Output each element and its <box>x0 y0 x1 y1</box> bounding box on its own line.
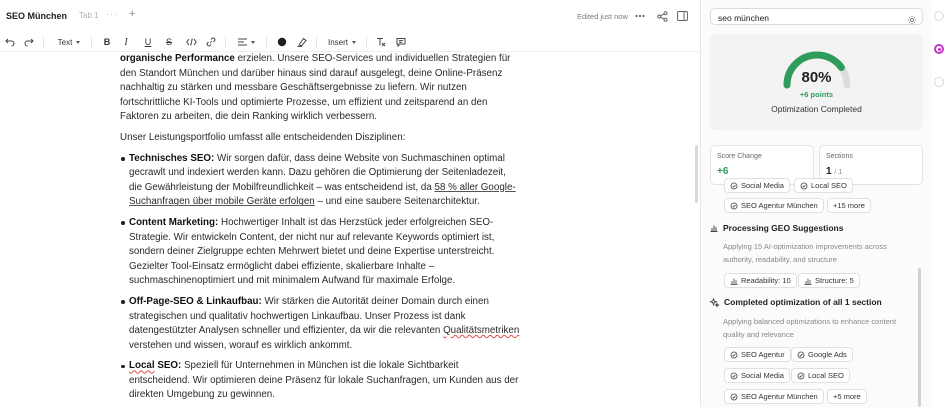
score-change-value: +6 <box>717 166 729 177</box>
processing-step-desc: Applying 15 AI-optimization improvements across authority, readability, and structure <box>723 242 887 264</box>
keyword-chip[interactable] <box>791 368 850 383</box>
score-status: Optimization Completed <box>771 104 862 114</box>
tab-more-icon[interactable]: ··· <box>106 9 118 19</box>
score-delta: +6 points <box>799 90 834 99</box>
chip-label: SEO Agentur München <box>741 201 818 210</box>
sections-value <box>826 166 842 177</box>
metric-chip[interactable] <box>798 273 860 288</box>
chip-label: Readability: 10 <box>741 276 791 285</box>
sections-count: 1 <box>826 166 832 177</box>
more-chip[interactable] <box>827 389 867 404</box>
spellcheck-word[interactable]: Local <box>129 360 155 372</box>
chip-label: +5 more <box>833 392 861 401</box>
chip-label: SEO Agentur <box>741 350 785 359</box>
insert-dropdown[interactable] <box>326 35 358 49</box>
more-chip[interactable] <box>827 198 871 213</box>
list-item-local-seo <box>120 359 520 403</box>
spellcheck-word[interactable]: Qualitätsmetriken <box>443 325 520 337</box>
redo-icon[interactable] <box>23 35 35 49</box>
completed-step-title <box>710 297 882 307</box>
chip-label: Local SEO <box>811 181 847 190</box>
keyword-chip[interactable] <box>724 198 824 213</box>
toggle-panel-icon[interactable] <box>675 9 689 23</box>
item-title: SEO: <box>154 360 182 372</box>
undo-icon[interactable] <box>4 35 16 49</box>
more-options-icon[interactable] <box>633 9 647 23</box>
highlight-icon[interactable] <box>296 35 309 49</box>
formatting-toolbar <box>0 32 700 52</box>
sections-label: Sections <box>826 153 853 160</box>
item-text: – und eine saubere Seitenarchitektur. <box>314 196 480 208</box>
top-bar <box>0 0 700 32</box>
chart-icon <box>710 224 718 232</box>
keyword-chip[interactable] <box>724 389 824 404</box>
keyword-chip[interactable] <box>724 178 790 193</box>
code-icon[interactable] <box>184 35 198 49</box>
bold-icon[interactable]: B <box>103 37 111 47</box>
services-list <box>120 152 520 404</box>
text-style-label: Text <box>57 37 73 47</box>
share-icon[interactable] <box>655 9 669 23</box>
text-color-button[interactable] <box>276 35 288 49</box>
list-item-content-marketing <box>120 216 520 289</box>
item-text: Wir sorgen dafür, dass deine Website von Suchmaschinen optimal gecrawlt und indexiert werden kann. Dazu gehören die Optimierung der Seitenladezeit, die Gewährleistung der Mobilfreundlichkeit – was entscheidend ist, da <box>129 152 506 193</box>
chip-label: Google Ads <box>808 350 847 359</box>
score-change-label: Score Change <box>717 153 762 160</box>
gear-icon[interactable] <box>907 12 917 30</box>
italic-icon[interactable]: I <box>124 36 128 48</box>
rail-circle-icon[interactable] <box>934 77 944 87</box>
source-link[interactable]: 58 % aller Google-Suchanfragen über mobile Geräte erfolgen <box>129 181 516 208</box>
tab-1[interactable]: Tab 1 <box>79 11 99 20</box>
chip-label: SEO Agentur München <box>741 392 818 401</box>
comment-icon[interactable] <box>395 35 407 49</box>
keyword-search-field[interactable] <box>710 8 923 25</box>
link-icon[interactable] <box>205 35 217 49</box>
intro-paragraph <box>120 52 520 125</box>
rail-circle-icon[interactable] <box>934 11 944 21</box>
step-title-text: Completed optimization of all 1 section <box>724 297 882 307</box>
edited-status: Edited just now <box>577 12 628 21</box>
document-scrollbar[interactable] <box>695 145 698 203</box>
metric-chip[interactable] <box>724 273 797 288</box>
item-text: Speziell für Unternehmen in München ist die lokale Sichtbarkeit entscheidend. Wir optimieren deine Präsenz für lokale Suchanfragen, um Kunden aus der direkten Umgebung zu gewinnen. <box>129 360 519 401</box>
keyword-chip[interactable] <box>724 347 791 362</box>
clear-formatting-icon[interactable] <box>375 35 387 49</box>
item-text: Hochwertiger Inhalt ist das Herzstück jeder erfolgreichen SEO-Strategie. Wir entwickeln Content, der nicht nur auf relevante Keywords optimiert ist, sondern deiner Zielgruppe echten Mehrwert bietet und deine Expertise unterstreicht. Gezielter Tool-Einsatz ermöglicht dabei effiziente, skalierbare Inhalte – suchmaschinenoptimiert und mit minimalem Aufwand für maximale Erfolge. <box>129 216 495 287</box>
keyword-value: seo münchen <box>718 12 770 23</box>
optimization-panel <box>701 0 932 407</box>
intro-text: erzielen. Unsere SEO-Services und individuellen Strategien für den Standort München und darüber hinaus sind darauf ausgelegt, deine Online-Präsenz nachhaltig zu stärken und messbare Geschäftsergebnisse zu liefern. Wir nutzen fortschrittliche KI-Tools und optimierte Prozesse, um effizient und zeitsparend an den Faktoren zu arbeiten, die dein Ranking wirklich verbessern. <box>120 53 511 123</box>
processing-step-title <box>710 223 843 233</box>
chip-label: Local SEO <box>808 371 844 380</box>
sparkle-icon <box>710 298 719 307</box>
item-text: Wir stärken die Autorität deiner Domain durch einen strategischen und qualitativ hochwertigen Linkaufbau. Unser Prozess ist dank datengestützter Analysen schneller und effizienter, da wir die relevanten <box>129 295 489 337</box>
keyword-chip[interactable] <box>724 368 790 383</box>
sections-total: / 1 <box>834 169 843 176</box>
item-text: verstehen und wissen, worauf es wirklich ankommt. <box>129 339 353 351</box>
step-title-text: Processing GEO Suggestions <box>723 223 844 233</box>
align-dropdown[interactable] <box>235 35 257 49</box>
document-body[interactable] <box>120 52 520 409</box>
item-title: Technisches SEO: <box>129 152 215 164</box>
keyword-chip[interactable] <box>794 178 853 193</box>
insert-label: Insert <box>327 37 348 47</box>
list-item-technisches-seo <box>120 152 520 210</box>
list-item-off-page-seo <box>120 295 520 353</box>
strikethrough-icon[interactable]: S <box>165 37 172 47</box>
panel-scrollbar[interactable] <box>918 268 921 407</box>
activity-feed[interactable] <box>701 181 932 407</box>
optimization-active-icon[interactable] <box>934 44 944 54</box>
score-card <box>710 34 923 130</box>
chip-label: Social Media <box>741 371 784 380</box>
completed-step-desc: Applying balanced optimizations to enhance content quality and relevance <box>723 317 897 339</box>
score-value: 80% <box>801 69 832 86</box>
keyword-chip[interactable] <box>791 347 853 362</box>
intro-bold: organische Performance <box>120 53 235 64</box>
underline-icon[interactable]: U <box>144 37 152 47</box>
portfolio-intro: Unser Leistungsportfolio umfasst alle entscheidenden Disziplinen: <box>120 131 406 143</box>
chip-label: +15 more <box>833 201 865 210</box>
add-tab-button[interactable]: + <box>129 8 136 20</box>
document-title[interactable]: SEO München <box>6 11 68 21</box>
text-style-dropdown[interactable] <box>53 35 85 49</box>
chip-label: Structure: 5 <box>815 276 854 285</box>
item-title: Content Marketing: <box>129 216 219 228</box>
chip-label: Social Media <box>741 181 784 190</box>
item-title: Off-Page-SEO & Linkaufbau: <box>129 295 262 307</box>
